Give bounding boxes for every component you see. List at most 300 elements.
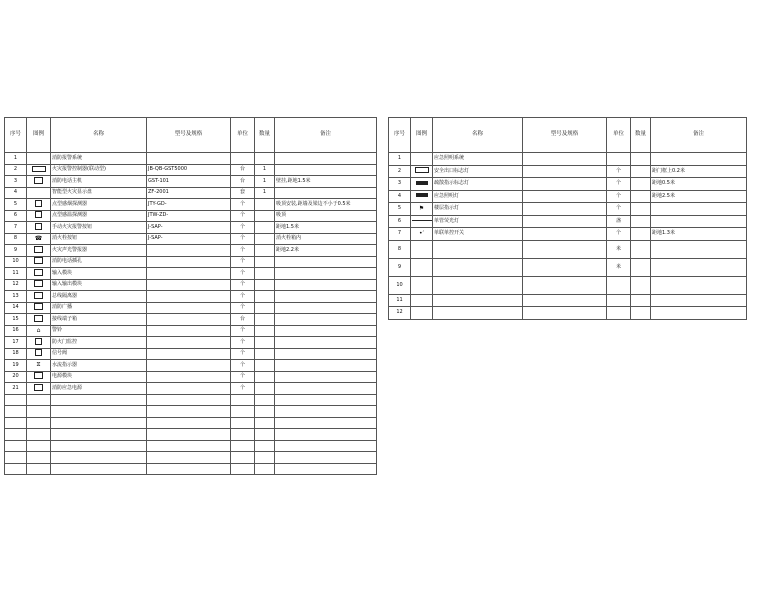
- note-cell: [651, 307, 747, 320]
- model-cell: [523, 203, 607, 216]
- model-cell: [147, 337, 231, 349]
- model-cell: [523, 276, 607, 294]
- table-row: [389, 307, 747, 320]
- model-cell: [147, 291, 231, 303]
- table-header-row: [5, 118, 377, 153]
- table-row: [389, 258, 747, 276]
- model-cell: [147, 268, 231, 280]
- note-cell: [651, 240, 747, 258]
- qty-cell: [255, 463, 275, 475]
- name-cell: 点型感烟探测器: [51, 199, 147, 211]
- qty-cell: 1: [255, 176, 275, 188]
- unit-cell: [231, 452, 255, 464]
- unit-cell: 个: [231, 279, 255, 291]
- line-icon: [411, 215, 433, 228]
- table-row: [389, 178, 747, 191]
- no-cell: [5, 406, 27, 418]
- no-cell: 2: [5, 164, 27, 176]
- name-cell: 输入模块: [51, 268, 147, 280]
- unit-cell: [607, 307, 631, 320]
- unit-cell: 个: [231, 360, 255, 372]
- no-cell: 4: [389, 190, 411, 203]
- table-row: [5, 176, 377, 188]
- box-icon: [27, 176, 51, 188]
- header-cell: 序号: [389, 118, 411, 153]
- unit-cell: [231, 440, 255, 452]
- qty-cell: [255, 210, 275, 222]
- box-icon: [27, 291, 51, 303]
- unit-cell: 个: [231, 383, 255, 395]
- header-cell: 型号及规格: [523, 118, 607, 153]
- qty-cell: [631, 178, 651, 191]
- legend-cell: [27, 153, 51, 165]
- note-cell: [651, 215, 747, 228]
- qty-cell: [255, 279, 275, 291]
- table-row: [389, 165, 747, 178]
- legend-cell: [27, 452, 51, 464]
- unit-cell: 台: [231, 176, 255, 188]
- unit-cell: 台: [231, 164, 255, 176]
- no-cell: 1: [5, 153, 27, 165]
- qty-cell: [631, 203, 651, 216]
- model-cell: [147, 417, 231, 429]
- qty-cell: [255, 440, 275, 452]
- no-cell: [5, 463, 27, 475]
- header-cell: 序号: [5, 118, 27, 153]
- note-cell: [275, 429, 377, 441]
- no-cell: 13: [5, 291, 27, 303]
- table-row: [5, 406, 377, 418]
- qty-cell: [631, 165, 651, 178]
- header-cell: 单位: [231, 118, 255, 153]
- rect-icon: [27, 164, 51, 176]
- table-row: [5, 268, 377, 280]
- header-cell: 单位: [607, 118, 631, 153]
- model-cell: [523, 153, 607, 166]
- unit-cell: 个: [607, 165, 631, 178]
- table-header-row: [389, 118, 747, 153]
- table-row: [5, 463, 377, 475]
- name-cell: 点型感温探测器: [51, 210, 147, 222]
- name-cell: 手动火灾报警按钮: [51, 222, 147, 234]
- name-cell: 消防电话主机: [51, 176, 147, 188]
- unit-cell: [231, 429, 255, 441]
- qty-cell: [255, 291, 275, 303]
- unit-cell: 米: [607, 258, 631, 276]
- model-cell: [147, 314, 231, 326]
- qty-cell: [255, 222, 275, 234]
- note-cell: [275, 394, 377, 406]
- name-cell: [433, 276, 523, 294]
- unit-cell: 个: [231, 337, 255, 349]
- box-icon: [27, 371, 51, 383]
- name-cell: 消防报警系统: [51, 153, 147, 165]
- qty-cell: [255, 325, 275, 337]
- legend-cell: [411, 276, 433, 294]
- note-cell: [275, 268, 377, 280]
- table-row: [5, 279, 377, 291]
- no-cell: [5, 417, 27, 429]
- note-cell: [275, 371, 377, 383]
- unit-cell: 个: [231, 371, 255, 383]
- model-cell: JB-QB-GST5000: [147, 164, 231, 176]
- legend-cell: [27, 417, 51, 429]
- no-cell: 17: [5, 337, 27, 349]
- name-cell: 安全出口标志灯: [433, 165, 523, 178]
- note-cell: [651, 276, 747, 294]
- right-equipment-table: [388, 117, 747, 320]
- name-cell: [51, 463, 147, 475]
- note-cell: [275, 187, 377, 199]
- legend-cell: [27, 463, 51, 475]
- name-cell: 防火门监控: [51, 337, 147, 349]
- note-cell: [275, 314, 377, 326]
- model-cell: [147, 302, 231, 314]
- unit-cell: 个: [231, 302, 255, 314]
- name-cell: 电源模块: [51, 371, 147, 383]
- model-cell: [523, 258, 607, 276]
- header-cell: 图例: [27, 118, 51, 153]
- flag-icon: ⚑: [411, 203, 433, 216]
- qty-cell: [255, 383, 275, 395]
- model-cell: [523, 307, 607, 320]
- table-row: [5, 383, 377, 395]
- note-cell: [275, 383, 377, 395]
- fill-icon: [411, 190, 433, 203]
- header-cell: 备注: [651, 118, 747, 153]
- model-cell: [147, 279, 231, 291]
- unit-cell: 米: [607, 240, 631, 258]
- note-cell: [275, 452, 377, 464]
- qty-cell: [255, 199, 275, 211]
- name-cell: 疏散指示标志灯: [433, 178, 523, 191]
- table-row: [5, 153, 377, 165]
- table-row: [5, 256, 377, 268]
- table-row: [5, 337, 377, 349]
- no-cell: [5, 440, 27, 452]
- table-row: [5, 222, 377, 234]
- model-cell: [523, 215, 607, 228]
- model-cell: [147, 383, 231, 395]
- table-row: [5, 394, 377, 406]
- box-icon: [27, 314, 51, 326]
- table-row: [5, 187, 377, 199]
- name-cell: 警铃: [51, 325, 147, 337]
- note-cell: [651, 203, 747, 216]
- name-cell: 火灾声光警报器: [51, 245, 147, 257]
- table-row: [5, 210, 377, 222]
- no-cell: 12: [5, 279, 27, 291]
- header-cell: 备注: [275, 118, 377, 153]
- no-cell: 8: [5, 233, 27, 245]
- no-cell: 10: [389, 276, 411, 294]
- note-cell: 距地2.2米: [275, 245, 377, 257]
- no-cell: 11: [5, 268, 27, 280]
- table-row: [5, 302, 377, 314]
- no-cell: 20: [5, 371, 27, 383]
- header-cell: 名称: [433, 118, 523, 153]
- no-cell: 9: [5, 245, 27, 257]
- name-cell: 消防电话插孔: [51, 256, 147, 268]
- qty-cell: [631, 153, 651, 166]
- legend-cell: [27, 429, 51, 441]
- unit-cell: 个: [231, 291, 255, 303]
- no-cell: 18: [5, 348, 27, 360]
- qty-cell: [255, 371, 275, 383]
- model-cell: [523, 178, 607, 191]
- model-cell: ZF-2001: [147, 187, 231, 199]
- unit-cell: 个: [231, 348, 255, 360]
- qty-cell: [631, 258, 651, 276]
- box-icon: [27, 302, 51, 314]
- legend-cell: [411, 240, 433, 258]
- qty-cell: [631, 190, 651, 203]
- name-cell: 单联单控开关: [433, 228, 523, 241]
- name-cell: [433, 307, 523, 320]
- no-cell: 3: [389, 178, 411, 191]
- model-cell: [523, 240, 607, 258]
- rect-x-icon: [411, 165, 433, 178]
- model-cell: J-SAP-: [147, 222, 231, 234]
- no-cell: 6: [389, 215, 411, 228]
- note-cell: 壁挂,距地1.5米: [275, 176, 377, 188]
- square-icon: [27, 337, 51, 349]
- unit-cell: 个: [231, 325, 255, 337]
- name-cell: 水流指示器: [51, 360, 147, 372]
- no-cell: 15: [5, 314, 27, 326]
- note-cell: [275, 337, 377, 349]
- note-cell: 距地0.5米: [651, 178, 747, 191]
- no-cell: 12: [389, 307, 411, 320]
- qty-cell: [631, 240, 651, 258]
- note-cell: [275, 291, 377, 303]
- no-cell: 2: [389, 165, 411, 178]
- unit-cell: [231, 417, 255, 429]
- no-cell: 9: [389, 258, 411, 276]
- name-cell: [433, 294, 523, 307]
- model-cell: [147, 429, 231, 441]
- qty-cell: [255, 406, 275, 418]
- unit-cell: 套: [231, 187, 255, 199]
- no-cell: 5: [5, 199, 27, 211]
- switch-icon: •′: [411, 228, 433, 241]
- table-row: [5, 245, 377, 257]
- no-cell: [5, 429, 27, 441]
- header-cell: 型号及规格: [147, 118, 231, 153]
- unit-cell: 个: [231, 210, 255, 222]
- name-cell: [51, 452, 147, 464]
- no-cell: 7: [5, 222, 27, 234]
- model-cell: [147, 325, 231, 337]
- qty-cell: [631, 215, 651, 228]
- header-cell: 名称: [51, 118, 147, 153]
- note-cell: 吸顶: [275, 210, 377, 222]
- qty-cell: [631, 307, 651, 320]
- table-row: [5, 233, 377, 245]
- unit-cell: 个: [231, 256, 255, 268]
- qty-cell: 1: [255, 164, 275, 176]
- unit-cell: [231, 406, 255, 418]
- no-cell: 11: [389, 294, 411, 307]
- note-cell: [275, 153, 377, 165]
- qty-cell: 1: [255, 187, 275, 199]
- unit-cell: 个: [231, 233, 255, 245]
- table-row: [389, 215, 747, 228]
- table-row: [389, 294, 747, 307]
- name-cell: 消防广播: [51, 302, 147, 314]
- note-cell: [275, 164, 377, 176]
- unit-cell: [607, 276, 631, 294]
- qty-cell: [631, 276, 651, 294]
- table-row: [5, 291, 377, 303]
- qty-cell: [255, 268, 275, 280]
- table-row: [5, 199, 377, 211]
- table-row: [5, 348, 377, 360]
- no-cell: [5, 452, 27, 464]
- table-row: [5, 360, 377, 372]
- unit-cell: [607, 294, 631, 307]
- name-cell: 输入输出模块: [51, 279, 147, 291]
- qty-cell: [255, 314, 275, 326]
- model-cell: [147, 452, 231, 464]
- note-cell: [275, 279, 377, 291]
- square-icon: [27, 222, 51, 234]
- note-cell: [275, 348, 377, 360]
- name-cell: 火灾报警控制器(联动型): [51, 164, 147, 176]
- model-cell: GST-101: [147, 176, 231, 188]
- header-cell: 数量: [255, 118, 275, 153]
- note-cell: [275, 360, 377, 372]
- name-cell: 消防应急电源: [51, 383, 147, 395]
- note-cell: [275, 406, 377, 418]
- model-cell: [147, 153, 231, 165]
- box-icon: [27, 256, 51, 268]
- bell-icon: ⌂: [27, 325, 51, 337]
- table-row: [5, 417, 377, 429]
- name-cell: 智能型火灾显示盘: [51, 187, 147, 199]
- model-cell: [147, 371, 231, 383]
- table-row: [5, 371, 377, 383]
- note-cell: 距地1.5米: [275, 222, 377, 234]
- name-cell: 楼层指示灯: [433, 203, 523, 216]
- left-equipment-table: [4, 117, 377, 475]
- unit-cell: [231, 153, 255, 165]
- handset-icon: ☎: [27, 233, 51, 245]
- note-cell: [275, 325, 377, 337]
- table-row: [389, 276, 747, 294]
- name-cell: 消火栓按钮: [51, 233, 147, 245]
- no-cell: 19: [5, 360, 27, 372]
- qty-cell: [255, 153, 275, 165]
- legend-cell: [27, 394, 51, 406]
- box-icon: [27, 268, 51, 280]
- name-cell: [51, 394, 147, 406]
- note-cell: [651, 258, 747, 276]
- note-cell: [275, 256, 377, 268]
- model-cell: JTY-GD-: [147, 199, 231, 211]
- no-cell: 6: [5, 210, 27, 222]
- box-icon: [27, 279, 51, 291]
- qty-cell: [255, 256, 275, 268]
- unit-cell: 个: [231, 222, 255, 234]
- no-cell: 1: [389, 153, 411, 166]
- legend-cell: [411, 294, 433, 307]
- unit-cell: 个: [607, 203, 631, 216]
- box-icon: [27, 383, 51, 395]
- no-cell: 3: [5, 176, 27, 188]
- qty-cell: [255, 348, 275, 360]
- unit-cell: 台: [231, 314, 255, 326]
- note-cell: [275, 440, 377, 452]
- model-cell: [147, 256, 231, 268]
- table-row: [5, 314, 377, 326]
- unit-cell: [231, 394, 255, 406]
- qty-cell: [255, 429, 275, 441]
- name-cell: 信号阀: [51, 348, 147, 360]
- note-cell: 消火栓箱内: [275, 233, 377, 245]
- qty-cell: [255, 245, 275, 257]
- name-cell: 总线隔离器: [51, 291, 147, 303]
- no-cell: 10: [5, 256, 27, 268]
- unit-cell: 个: [607, 178, 631, 191]
- name-cell: [433, 240, 523, 258]
- name-cell: 应急照明系统: [433, 153, 523, 166]
- unit-cell: 个: [231, 245, 255, 257]
- box-icon: [27, 245, 51, 257]
- table-row: [5, 440, 377, 452]
- legend-cell: [27, 187, 51, 199]
- model-cell: [147, 360, 231, 372]
- no-cell: 16: [5, 325, 27, 337]
- table-row: [389, 240, 747, 258]
- no-cell: 5: [389, 203, 411, 216]
- qty-cell: [255, 452, 275, 464]
- unit-cell: 个: [607, 190, 631, 203]
- name-cell: 单管荧光灯: [433, 215, 523, 228]
- note-cell: [651, 294, 747, 307]
- legend-cell: [27, 440, 51, 452]
- no-cell: 8: [389, 240, 411, 258]
- name-cell: [51, 440, 147, 452]
- fill-icon: [411, 178, 433, 191]
- model-cell: J-SAP-: [147, 233, 231, 245]
- table-row: [389, 228, 747, 241]
- note-cell: [275, 302, 377, 314]
- table-row: [389, 190, 747, 203]
- unit-cell: 个: [231, 199, 255, 211]
- square-icon: [27, 199, 51, 211]
- model-cell: [523, 294, 607, 307]
- name-cell: [433, 258, 523, 276]
- unit-cell: 个: [607, 228, 631, 241]
- unit-cell: [607, 153, 631, 166]
- qty-cell: [255, 394, 275, 406]
- note-cell: 吸顶安装,距墙及梁边不小于0.5米: [275, 199, 377, 211]
- no-cell: 21: [5, 383, 27, 395]
- unit-cell: 个: [231, 268, 255, 280]
- name-cell: 应急照明灯: [433, 190, 523, 203]
- name-cell: 接线端子箱: [51, 314, 147, 326]
- no-cell: 14: [5, 302, 27, 314]
- legend-cell: [411, 258, 433, 276]
- square-icon: [27, 348, 51, 360]
- name-cell: [51, 406, 147, 418]
- table-row: [389, 153, 747, 166]
- model-cell: [147, 394, 231, 406]
- table-row: [5, 452, 377, 464]
- table-row: [5, 325, 377, 337]
- note-cell: [275, 463, 377, 475]
